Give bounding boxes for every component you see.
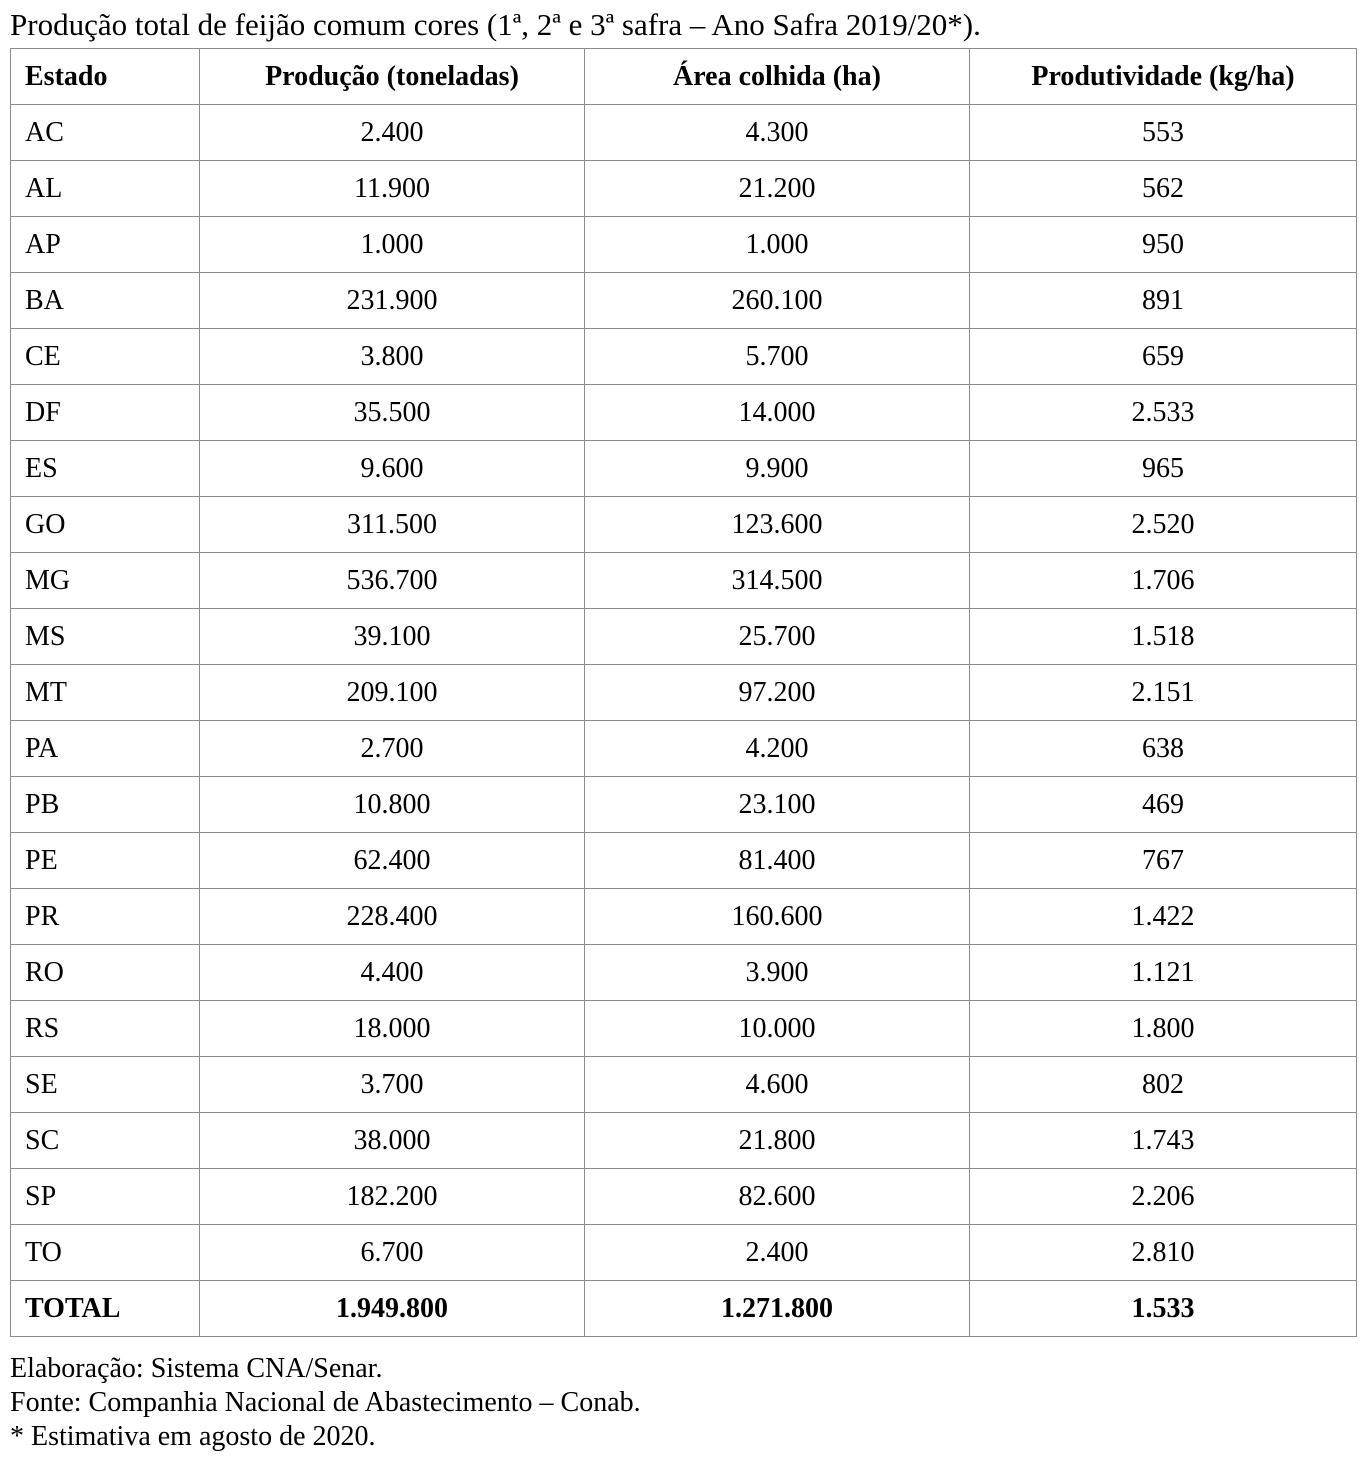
cell-area-colhida: 9.900 bbox=[585, 441, 970, 497]
cell-estado: AL bbox=[11, 161, 200, 217]
cell-area-colhida: 4.200 bbox=[585, 721, 970, 777]
table-row bbox=[11, 497, 1357, 553]
cell-area-colhida: 23.100 bbox=[585, 777, 970, 833]
cell-produtividade: 1.121 bbox=[970, 945, 1357, 1001]
table-row bbox=[11, 273, 1357, 329]
cell-estado: GO bbox=[11, 497, 200, 553]
table-row bbox=[11, 553, 1357, 609]
cell-produtividade: 1.422 bbox=[970, 889, 1357, 945]
production-table bbox=[10, 48, 1357, 1337]
cell-area-colhida: 81.400 bbox=[585, 833, 970, 889]
cell-estado: RO bbox=[11, 945, 200, 1001]
cell-produtividade: 802 bbox=[970, 1057, 1357, 1113]
cell-area-colhida: 14.000 bbox=[585, 385, 970, 441]
cell-area-colhida: 160.600 bbox=[585, 889, 970, 945]
cell-estado: RS bbox=[11, 1001, 200, 1057]
cell-produtividade: 562 bbox=[970, 161, 1357, 217]
cell-area-colhida: 2.400 bbox=[585, 1225, 970, 1281]
table-row bbox=[11, 1057, 1357, 1113]
cell-produtividade: 2.520 bbox=[970, 497, 1357, 553]
cell-produtividade: 965 bbox=[970, 441, 1357, 497]
cell-area-colhida: 21.200 bbox=[585, 161, 970, 217]
table-row bbox=[11, 217, 1357, 273]
table-row bbox=[11, 385, 1357, 441]
cell-produtividade: 950 bbox=[970, 217, 1357, 273]
cell-producao: 182.200 bbox=[200, 1169, 585, 1225]
cell-area-colhida: 5.700 bbox=[585, 329, 970, 385]
cell-estado: PB bbox=[11, 777, 200, 833]
cell-area-colhida: 10.000 bbox=[585, 1001, 970, 1057]
cell-produtividade: 2.810 bbox=[970, 1225, 1357, 1281]
cell-estado: SP bbox=[11, 1169, 200, 1225]
cell-estado: SC bbox=[11, 1113, 200, 1169]
cell-producao: 231.900 bbox=[200, 273, 585, 329]
table-row bbox=[11, 889, 1357, 945]
cell-area-colhida: 4.600 bbox=[585, 1057, 970, 1113]
table-row bbox=[11, 777, 1357, 833]
cell-estado: TO bbox=[11, 1225, 200, 1281]
table-body bbox=[11, 105, 1357, 1337]
cell-producao: 18.000 bbox=[200, 1001, 585, 1057]
footnotes bbox=[10, 1352, 641, 1454]
cell-estado: CE bbox=[11, 329, 200, 385]
header-row bbox=[11, 49, 1357, 105]
total-cell-area-colhida: 1.271.800 bbox=[585, 1281, 970, 1337]
cell-produtividade: 469 bbox=[970, 777, 1357, 833]
cell-estado: PR bbox=[11, 889, 200, 945]
cell-estado: MG bbox=[11, 553, 200, 609]
table-row bbox=[11, 441, 1357, 497]
total-cell-producao: 1.949.800 bbox=[200, 1281, 585, 1337]
cell-estado: BA bbox=[11, 273, 200, 329]
table-row bbox=[11, 161, 1357, 217]
note-estimativa: * Estimativa em agosto de 2020. bbox=[10, 1421, 376, 1452]
cell-producao: 1.000 bbox=[200, 217, 585, 273]
table-row bbox=[11, 1225, 1357, 1281]
cell-producao: 209.100 bbox=[200, 665, 585, 721]
cell-producao: 3.700 bbox=[200, 1057, 585, 1113]
cell-estado: DF bbox=[11, 385, 200, 441]
cell-area-colhida: 97.200 bbox=[585, 665, 970, 721]
cell-producao: 62.400 bbox=[200, 833, 585, 889]
cell-produtividade: 891 bbox=[970, 273, 1357, 329]
table-row bbox=[11, 609, 1357, 665]
cell-estado: AP bbox=[11, 217, 200, 273]
cell-producao: 2.400 bbox=[200, 105, 585, 161]
table-row bbox=[11, 945, 1357, 1001]
cell-produtividade: 1.518 bbox=[970, 609, 1357, 665]
header-estado: Estado bbox=[11, 49, 200, 105]
cell-producao: 2.700 bbox=[200, 721, 585, 777]
cell-area-colhida: 4.300 bbox=[585, 105, 970, 161]
cell-producao: 4.400 bbox=[200, 945, 585, 1001]
header-producao: Produção (toneladas) bbox=[200, 49, 585, 105]
cell-area-colhida: 1.000 bbox=[585, 217, 970, 273]
header-area-colhida: Área colhida (ha) bbox=[585, 49, 970, 105]
cell-produtividade: 2.533 bbox=[970, 385, 1357, 441]
cell-produtividade: 659 bbox=[970, 329, 1357, 385]
cell-producao: 35.500 bbox=[200, 385, 585, 441]
cell-produtividade: 1.706 bbox=[970, 553, 1357, 609]
cell-produtividade: 1.800 bbox=[970, 1001, 1357, 1057]
cell-area-colhida: 21.800 bbox=[585, 1113, 970, 1169]
cell-producao: 11.900 bbox=[200, 161, 585, 217]
cell-producao: 39.100 bbox=[200, 609, 585, 665]
cell-area-colhida: 3.900 bbox=[585, 945, 970, 1001]
cell-area-colhida: 260.100 bbox=[585, 273, 970, 329]
cell-estado: SE bbox=[11, 1057, 200, 1113]
cell-estado: AC bbox=[11, 105, 200, 161]
cell-produtividade: 1.743 bbox=[970, 1113, 1357, 1169]
table-row bbox=[11, 105, 1357, 161]
cell-produtividade: 638 bbox=[970, 721, 1357, 777]
cell-area-colhida: 25.700 bbox=[585, 609, 970, 665]
table-row bbox=[11, 721, 1357, 777]
cell-producao: 228.400 bbox=[200, 889, 585, 945]
cell-producao: 311.500 bbox=[200, 497, 585, 553]
table-row bbox=[11, 1169, 1357, 1225]
cell-area-colhida: 314.500 bbox=[585, 553, 970, 609]
cell-estado: PE bbox=[11, 833, 200, 889]
note-fonte: Fonte: Companhia Nacional de Abastecimento – Conab. bbox=[10, 1387, 641, 1418]
cell-estado: MS bbox=[11, 609, 200, 665]
table-row bbox=[11, 329, 1357, 385]
table-row bbox=[11, 665, 1357, 721]
cell-area-colhida: 123.600 bbox=[585, 497, 970, 553]
cell-producao: 6.700 bbox=[200, 1225, 585, 1281]
total-cell-produtividade: 1.533 bbox=[970, 1281, 1357, 1337]
table-row bbox=[11, 1001, 1357, 1057]
cell-producao: 10.800 bbox=[200, 777, 585, 833]
cell-estado: ES bbox=[11, 441, 200, 497]
total-row bbox=[11, 1281, 1357, 1337]
total-cell-estado: TOTAL bbox=[11, 1281, 200, 1337]
table-caption: Produção total de feijão comum cores (1ª, 2ª e 3ª safra – Ano Safra 2019/20*). bbox=[10, 7, 981, 42]
cell-area-colhida: 82.600 bbox=[585, 1169, 970, 1225]
cell-produtividade: 2.151 bbox=[970, 665, 1357, 721]
cell-produtividade: 2.206 bbox=[970, 1169, 1357, 1225]
cell-producao: 536.700 bbox=[200, 553, 585, 609]
cell-estado: MT bbox=[11, 665, 200, 721]
cell-estado: PA bbox=[11, 721, 200, 777]
table-row bbox=[11, 833, 1357, 889]
cell-produtividade: 767 bbox=[970, 833, 1357, 889]
cell-producao: 3.800 bbox=[200, 329, 585, 385]
table-row bbox=[11, 1113, 1357, 1169]
cell-produtividade: 553 bbox=[970, 105, 1357, 161]
note-elaboracao: Elaboração: Sistema CNA/Senar. bbox=[10, 1353, 383, 1384]
cell-producao: 38.000 bbox=[200, 1113, 585, 1169]
header-produtividade: Produtividade (kg/ha) bbox=[970, 49, 1357, 105]
cell-producao: 9.600 bbox=[200, 441, 585, 497]
